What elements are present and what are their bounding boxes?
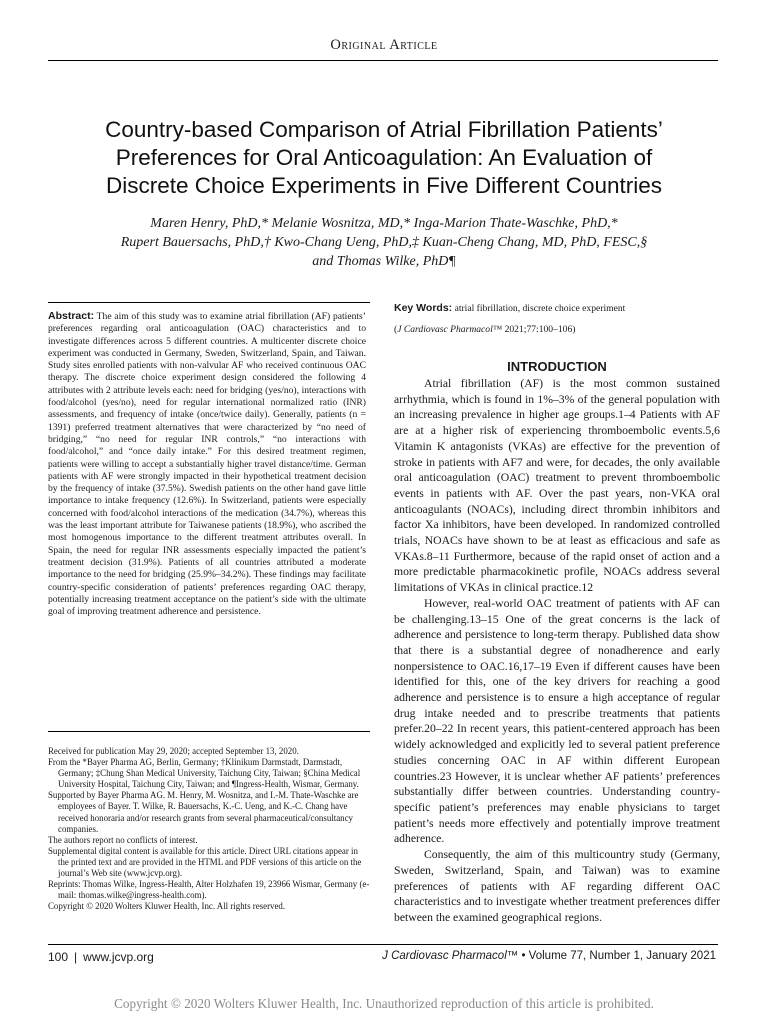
footer-journal: J Cardiovasc Pharmacol™ (382, 950, 519, 962)
title-line: Discrete Choice Experiments in Five Different Countries (105, 173, 663, 198)
footnote-conflicts: The authors report no conflicts of interest. (48, 834, 198, 845)
footer-separator: | (74, 950, 78, 964)
citation-journal: J Cardiovasc Pharmacol™ (397, 323, 503, 335)
copyright-watermark: Copyright © 2020 Wolters Kluwer Health, Inc. Unauthorized reproduction of this article is prohibited. (114, 996, 654, 1011)
footer-right (382, 950, 716, 962)
author-line: Rupert Bauersachs, PhD,† Kwo-Chang Ueng, PhD,‡ Kuan-Cheng Chang, MD, PhD, FESC,§ (120, 235, 648, 250)
footnote-reprints: Reprints: Thomas Wilke, Ingress-Health, Alter Holzhafen 19, 23966 Wismar, Germany (e-mail: thomas.wilke@ingress-health.com). (48, 879, 370, 901)
abstract (48, 310, 366, 618)
keywords (394, 302, 720, 336)
article-title (40, 116, 728, 200)
intro-heading: INTRODUCTION (507, 359, 607, 374)
footer-left (48, 950, 154, 964)
intro-body (394, 376, 720, 926)
abstract-label: Abstract: (48, 310, 95, 322)
title-line: Country-based Comparison of Atrial Fibrillation Patients’ (105, 117, 663, 142)
footnote-support: Supported by Bayer Pharma AG. M. Henry, M. Wosnitza, and I.-M. Thate-Waschke are employees of Bayer. T. Wilke, R. Bauersachs, K.-C. Ueng, and K.-C. Chang have received honoraria and/or research grants from several pharmaceutical/consultancy companies. (48, 790, 359, 834)
abstract-text: The aim of this study was to examine atrial fibrillation (AF) patients’ preferences regarding oral anticoagulation (OAC) characteristics and to investigate differences across 5 different countries. A multicenter discrete choice experiment was conducted in Germany, Sweden, Switzerland, Spain, and Taiwan. Study sites enrolled patients with non-valvular AF who received continuous OAC therapy. The discrete choice experiment design considered the following 4 attributes with 2 attribute levels each: need for bridging (yes/no), interactions with food/alcohol (yes/no), need for regular international normalized ratio (INR) assessments, and frequency of intake (once/twice daily). Generally, patients (n = 1391) preferred treatment alternatives that were characterized by “no need of bridging,” “no need for regular INR controls,” “no interactions with food/alcohol,” and “once daily intake.” For this desired treatment regimen, patients were willing to accept a substantially higher travel distance/time. German patients with AF were strongly impacted in their hypothetical treatment decision by the frequency of intake (37.5%). Swedish patients on the other hand gave little importance to intake frequency (12.6%). In Switzerland, patients were especially concerned with food/alcohol interactions of the medication (34.7%), whereas this was the least important attribute for Taiwanese patients (18.9%), who ascribed the most homogenous importance to the different treatment attributes overall. In Spain, the need for regular INR assessments especially impacted the patient’s treatment decision (31.9%). Patients of all countries attributed a moderate importance to the need for bridging (25.9%–34.2%). These findings may facilitate country-specific consideration of patients’ preferences regarding OAC therapy, potentially increasing treatment acceptance on the patient’s side with the ultimate goal of improving treatment adherence and persistence. (48, 311, 366, 618)
footer-issue: • Volume 77, Number 1, January 2021 (518, 950, 716, 962)
author-line: Maren Henry, PhD,* Melanie Wosnitza, MD,* Inga-Marion Thate-Waschke, PhD,* (150, 216, 618, 231)
header-rule (48, 60, 718, 61)
intro-paragraph: Consequently, the aim of this multicountry study (Germany, Sweden, Switzerland, Spain, and Taiwan) was to examine preferences of patients with AF regarding different OAC characteristics and to investigate whether treatment preferences differ between the examined geographical regions. (394, 848, 720, 924)
citation-details: 2021;77:100–106) (502, 323, 576, 335)
footnote-affiliations: From the *Bayer Pharma AG, Berlin, Germany; †Klinikum Darmstadt, Darmstadt, Germany; ‡Chung Shan Medical University, Taichung City, Taiwan; §China Medical University Hospital, Taichung City, Taiwan; and ¶Ingress-Health, Wismar, Germany. (48, 757, 361, 790)
section-label: Original Article (330, 37, 438, 53)
intro-paragraph: Atrial fibrillation (AF) is the most common sustained arrhythmia, which is found in 1%–3% of the general population with an increasing prevalence in higher age groups.1–4 Patients with AF are at a higher risk of experiencing thromboembolic events.5,6 Vitamin K antagonists (VKAs) are effective for the prevention of stroke in patients with AF7 and were, for decades, the only available oral anticoagulation (OAC) treatment to prevent thromboembolic events in patients with AF. Over the past years, non-VKA oral anticoagulants (NOACs), including direct thrombin inhibitors and factor Xa inhibitors, have been developed. In randomized controlled trials, NOACs have shown to be at least as efficacious and safe as VKAs.8–11 Furthermore, because of the rapid onset of action and a more predictable pharmacokinetic profile, NOACs address several limitations of VKAs in clinical practice.12 (394, 377, 720, 595)
footnote-supplemental: Supplemental digital content is available for this article. Direct URL citations appear in the printed text and are provided in the HTML and PDF versions of this article on the journal’s Web site (www.jcvp.org). (48, 845, 362, 879)
intro-paragraph: However, real-world OAC treatment of patients with AF can be challenging.13–15 One of the great concerns is the lack of adherence and persistence to long-term therapy. Published data show that there is a substantial degree of nonadherence and early nonpersistence to OAC.16,17–19 Even if different causes have been identified for this, one of the key drivers for reaching a good adherence and persistence is to ensure a high acceptance of regular drug intake needed and to prescribe treatments that patients prefer.20–22 In recent years, this patient-centered approach has been widely acknowledged and explicitly led to several patient preference studies concerning OAC in AF within different European countries.23 However, it is unclear whether AF patients’ preferences substantially differ between countries. Understanding country-specific patient’s preferences may enable physicians to target patient’s needs more effectively and potentially improve treatment adherence. (394, 596, 720, 846)
author-list (40, 214, 728, 271)
journal-website-link[interactable]: www.jcvp.org (83, 950, 154, 964)
keywords-label: Key Words: (394, 302, 453, 314)
footer-rule (48, 944, 718, 945)
keywords-text: atrial fibrillation, discrete choice experiment (454, 303, 626, 314)
title-line: Preferences for Oral Anticoagulation: An Evaluation of (115, 145, 653, 170)
footnotes (48, 746, 370, 912)
author-line: and Thomas Wilke, PhD¶ (312, 254, 456, 269)
footnote-received: Received for publication May 29, 2020; accepted September 13, 2020. (48, 746, 299, 756)
footnote-copyright: Copyright © 2020 Wolters Kluwer Health, Inc. All rights reserved. (48, 901, 286, 912)
citation: (J Cardiovasc Pharmacol™ 2021;77:100–106) (394, 323, 576, 335)
page-number: 100 (48, 950, 69, 964)
